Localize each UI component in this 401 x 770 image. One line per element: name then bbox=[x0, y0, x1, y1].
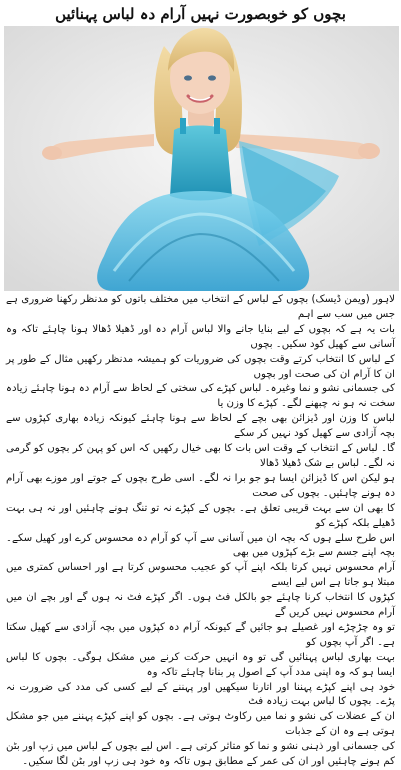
article-line: لباس کا وزن اور ڈیزائن بھی بچے کے لحاظ سے ہونا چاہئے کیونکہ زیادہ بھاری کپڑوں سے بچہ آزادی سے کھیل کود نہیں کر سکے bbox=[6, 413, 395, 440]
article-line: کے لباس کا انتخاب کرتے وقت بچوں کی ضروریات کو ہمیشہ مدنظر رکھیں مثال کے طور پر ان کا آرام ان کی صحت اور بچوں bbox=[6, 353, 395, 380]
article-line: کی جسمانی نشو و نما وغیرہ۔ لباس کپڑے کی سختی کے لحاظ سے آرام دہ ہونا چاہئے زیادہ سخت نہ ہو نہ چبھنے لگے۔ کپڑے کا وزن یا bbox=[6, 383, 395, 410]
article-line: لاہور (ویمن ڈیسک) بچوں کے لباس کے انتخاب میں مختلف باتوں کو مدنظر رکھنا ضروری ہے جس میں سب سے اہم bbox=[6, 294, 395, 320]
article-line: ان کے عضلات کی نشو و نما میں رکاوٹ ہوتی ہے۔ بچوں کو اپنے کپڑے پہننے میں جو مشکل ہوتی ہے وہ ان کے جذبات bbox=[6, 711, 395, 738]
article-line: بہت بھاری لباس پہنائیں گی تو وہ انہیں حرکت کرنے میں مشکل ہوگی۔ بچوں کا لباس ایسا ہو کہ وہ اپنی مدد آپ کے اصول پر بنانا چاہئے تاکہ وہ bbox=[6, 651, 395, 678]
article-line: بات یہ ہے کہ بچوں کے لیے بنایا جانے والا لباس آرام دہ اور ڈھیلا ڈھالا ہونا چاہئے تاکہ وہ آسانی سے کھیل کود سکیں۔ بچوں bbox=[6, 323, 395, 350]
article-line: اس طرح سلے ہوں کہ بچہ ان میں آسانی سے آپ کو آرام دہ محسوس کرے اور کھیل سکے۔ بچہ اپنے جسم سے بڑے کپڑوں میں بھی bbox=[6, 532, 395, 559]
girl-in-blue-tutu-dress-photo bbox=[4, 26, 399, 291]
article-line: ہو لیکن اس کا ڈیزائن ایسا ہو جو برا نہ لگے۔ اسی طرح بچوں کے جوتے اور موزے بھی آرام دہ ہونے چاہئیں۔ بچوں کی صحت bbox=[6, 472, 395, 499]
article-body bbox=[6, 293, 395, 768]
article-line: آرام محسوس نہیں کرتا بلکہ اپنے آپ کو عجیب محسوس کرتا ہے اور احساس کمتری میں مبتلا ہو جاتا ہے اس لیے ایسے bbox=[6, 562, 395, 589]
article-line: خود ہی اپنے کپڑے پہننا اور اتارنا سیکھیں اور پہننے کے لیے کسی کی مدد کی ضرورت نہ پڑے۔ بچوں کا لباس بہت زیادہ فٹ bbox=[6, 681, 395, 708]
article-line: گا۔ لباس کے انتخاب کے وقت اس بات کا بھی خیال رکھیں کہ اس کو پہن کر بچوں کو گرمی نہ لگے۔ لباس بے شک ڈھیلا ڈھالا bbox=[6, 443, 395, 469]
article-line: کی جسمانی اور ذہنی نشو و نما کو متاثر کرتی ہے۔ اس لیے بچوں کے لباس میں زپ اور بٹن کم ہونے چاہئیں اور ان کی عمر کے مطابق ہوں تاکہ وہ خود ہی زپ اور بٹن لگا سکیں۔ bbox=[6, 741, 395, 768]
article-line: تو وہ چڑچڑے اور غصیلے ہو جائیں گے کیونکہ آرام دہ کپڑوں میں بچہ آزادی سے کھیل سکتا ہے۔ اگر آپ بچوں کو bbox=[6, 621, 395, 648]
article-line: کپڑوں کا انتخاب کرنا چاہئے جو بالکل فٹ ہوں۔ اگر کپڑے فٹ نہ ہوں گے اور بچے ان میں آرام محسوس نہیں کریں گے bbox=[6, 592, 395, 619]
article-line: کا بھی ان سے بہت قریبی تعلق ہے۔ بچوں کے کپڑے نہ تو تنگ ہونے چاہئیں اور نہ ہی بہت ڈھیلے بلکہ کپڑے کو bbox=[6, 502, 395, 529]
article-headline: بچوں کو خوبصورت نہیں آرام دہ لباس پہنائیں bbox=[55, 5, 346, 23]
